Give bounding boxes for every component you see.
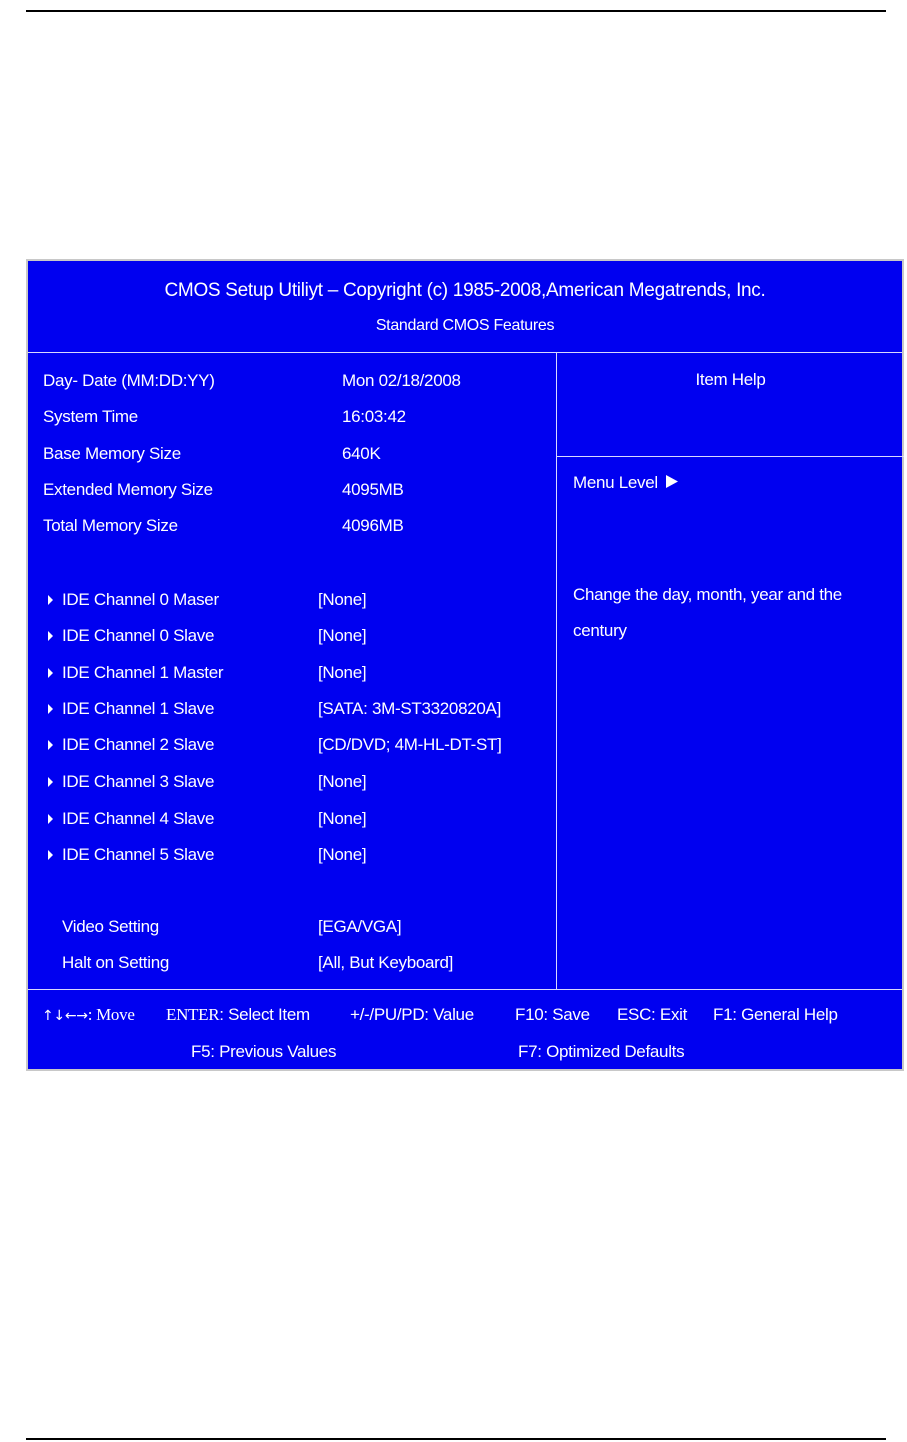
ide-row-channel-1-master[interactable]	[28, 663, 556, 687]
ide-label: IDE Channel 5 Slave	[62, 845, 215, 864]
setting-value: 640K	[342, 444, 381, 463]
bios-header	[28, 261, 902, 353]
enter-label: : Select Item	[219, 1005, 310, 1024]
setting-row-extended-memory	[28, 480, 556, 504]
setting-value: 4095MB	[342, 480, 404, 499]
submenu-arrow-icon	[48, 814, 53, 824]
ide-label: IDE Channel 1 Slave	[62, 699, 215, 718]
ide-row-channel-2-slave[interactable]	[28, 735, 556, 759]
setting-row-time[interactable]	[28, 407, 556, 431]
bios-window	[26, 259, 904, 1071]
ide-row-channel-0-master[interactable]	[28, 590, 556, 614]
page-top-rule	[26, 10, 886, 12]
setting-value[interactable]: Mon 02/18/2008	[342, 371, 461, 390]
item-help-panel	[557, 353, 904, 989]
ide-label: IDE Channel 1 Master	[62, 663, 224, 682]
ide-row-channel-1-slave[interactable]	[28, 699, 556, 723]
setting-row-total-memory	[28, 516, 556, 540]
optimized-defaults-hint: F7: Optimized Defaults	[518, 1042, 685, 1061]
setting-row-date[interactable]	[28, 371, 556, 395]
ide-value: [None]	[318, 590, 367, 609]
setting-row-video[interactable]	[28, 917, 556, 941]
item-help-title: Item Help	[695, 370, 766, 389]
ide-value: [None]	[318, 663, 367, 682]
ide-value: [None]	[318, 772, 367, 791]
ide-value: [SATA: 3M-ST3320820A]	[318, 699, 501, 718]
page-subtitle: Standard CMOS Features	[375, 317, 555, 334]
ide-label: IDE Channel 3 Slave	[62, 772, 215, 791]
setting-row-halt-on[interactable]	[28, 953, 556, 977]
triangle-right-icon	[665, 474, 679, 489]
setting-row-base-memory	[28, 444, 556, 468]
submenu-arrow-icon	[48, 668, 53, 678]
setting-label: Base Memory Size	[43, 444, 181, 463]
exit-hint: ESC: Exit	[617, 1005, 688, 1024]
ide-value: [CD/DVD; 4M-HL-DT-ST]	[318, 735, 502, 754]
setting-label: Halt on Setting	[62, 953, 170, 972]
submenu-arrow-icon	[48, 631, 53, 641]
setting-label: System Time	[43, 407, 138, 426]
submenu-arrow-icon	[48, 595, 53, 605]
ide-label: IDE Channel 0 Slave	[62, 626, 215, 645]
ide-label: IDE Channel 0 Maser	[62, 590, 219, 609]
ide-row-channel-3-slave[interactable]	[28, 772, 556, 796]
item-help-header	[557, 353, 904, 457]
setting-label: Day- Date (MM:DD:YY)	[43, 371, 215, 390]
submenu-arrow-icon	[48, 850, 53, 860]
ide-label: IDE Channel 2 Slave	[62, 735, 215, 754]
menu-level	[573, 473, 679, 493]
key-legend-footer	[28, 989, 902, 1071]
ide-row-channel-4-slave[interactable]	[28, 809, 556, 833]
submenu-arrow-icon	[48, 777, 53, 787]
item-help-text: Change the day, month, year and the century	[573, 585, 842, 640]
submenu-arrow-icon	[48, 704, 53, 714]
move-hint	[42, 1005, 135, 1025]
save-hint: F10: Save	[515, 1005, 590, 1024]
setting-value[interactable]: [EGA/VGA]	[318, 917, 402, 936]
arrow-keys-icon: ↑↓←→	[42, 1008, 88, 1024]
setting-label: Extended Memory Size	[43, 480, 213, 499]
ide-row-channel-5-slave[interactable]	[28, 845, 556, 869]
setting-value: 4096MB	[342, 516, 404, 535]
enter-key: ENTER	[166, 1005, 220, 1024]
menu-level-label: Menu Level	[573, 473, 658, 492]
previous-values-hint: F5: Previous Values	[191, 1042, 337, 1061]
setting-label: Video Setting	[62, 917, 159, 936]
value-hint: +/-/PU/PD: Value	[350, 1005, 474, 1024]
ide-value: [None]	[318, 809, 367, 828]
setting-value[interactable]: 16:03:42	[342, 407, 406, 426]
ide-row-channel-0-slave[interactable]	[28, 626, 556, 650]
settings-panel	[28, 353, 557, 989]
move-label: : Move	[87, 1005, 135, 1024]
general-help-hint: F1: General Help	[713, 1005, 838, 1024]
submenu-arrow-icon	[48, 740, 53, 750]
ide-value: [None]	[318, 626, 367, 645]
bios-title: CMOS Setup Utiliyt – Copyright (c) 1985-2008,American Megatrends, Inc.	[164, 280, 766, 301]
setting-value[interactable]: [All, But Keyboard]	[318, 953, 454, 972]
ide-value: [None]	[318, 845, 367, 864]
ide-label: IDE Channel 4 Slave	[62, 809, 215, 828]
setting-label: Total Memory Size	[43, 516, 178, 535]
page-bottom-rule	[26, 1438, 886, 1440]
enter-hint	[166, 1005, 310, 1025]
